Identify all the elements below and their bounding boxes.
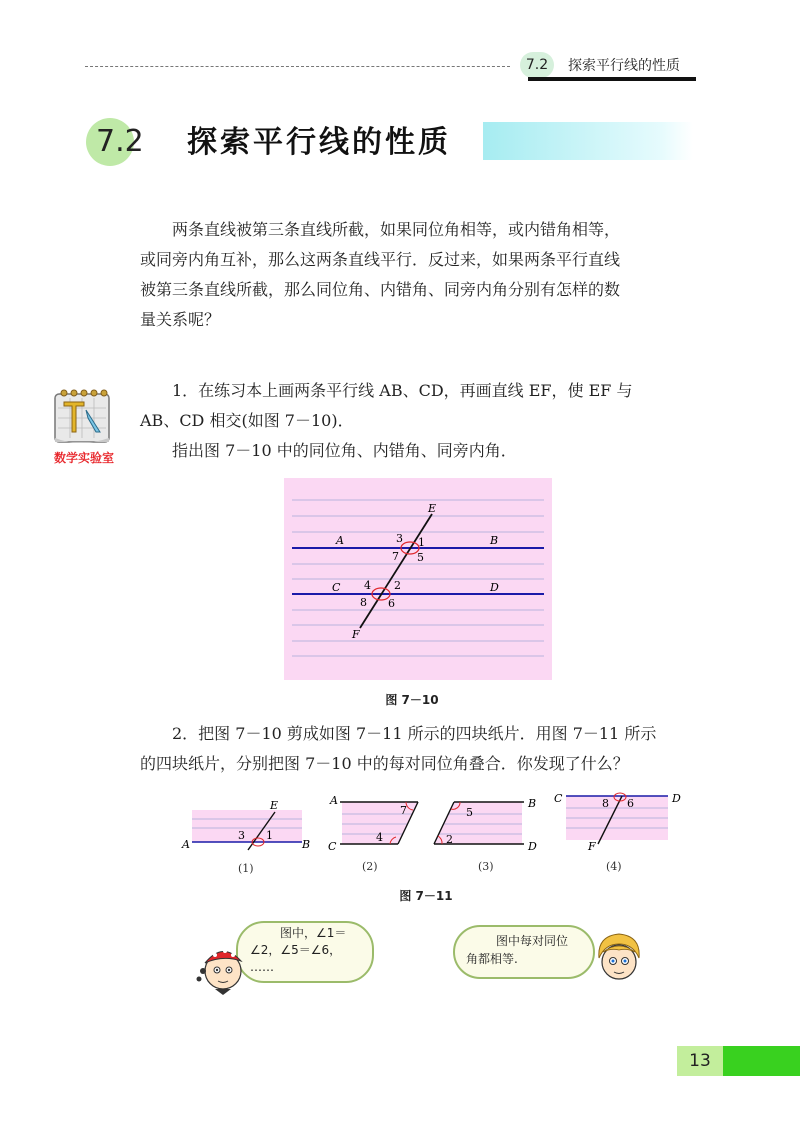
figure-7-11 bbox=[180, 790, 700, 880]
sub-caption-4: (4) bbox=[606, 860, 622, 873]
svg-text:2: 2 bbox=[394, 579, 401, 592]
piece-2 bbox=[328, 794, 418, 853]
figure-7-10-caption: 图 7－10 bbox=[385, 693, 439, 707]
svg-text:F: F bbox=[352, 628, 360, 641]
math-lab-icon bbox=[50, 388, 116, 448]
svg-text:1: 1 bbox=[266, 829, 273, 842]
task-2-line-2: 的四块纸片，分别把图 7－10 中的每对同位角叠合．你发现了什么？ bbox=[140, 754, 629, 773]
svg-text:8: 8 bbox=[602, 797, 609, 810]
svg-text:3: 3 bbox=[238, 829, 245, 842]
svg-text:4: 4 bbox=[376, 831, 383, 844]
sub-caption-1: (1) bbox=[238, 862, 254, 875]
svg-text:D: D bbox=[490, 581, 499, 594]
piece-1 bbox=[181, 799, 310, 851]
task-1-line-2: AB、CD 相交(如图 7－10)． bbox=[140, 411, 354, 430]
task-1-instruction bbox=[140, 436, 696, 466]
speech-bubble-left-text: 图中，∠1＝ ∠2，∠5＝∠6， …… bbox=[250, 926, 347, 974]
svg-text:D: D bbox=[528, 840, 537, 853]
svg-text:C: C bbox=[332, 581, 341, 594]
intro-line-4: 量关系呢？ bbox=[140, 310, 221, 329]
svg-text:5: 5 bbox=[466, 806, 473, 819]
svg-text:B: B bbox=[528, 797, 537, 810]
task-2-paragraph bbox=[140, 719, 696, 779]
piece-4 bbox=[554, 792, 681, 853]
svg-text:D: D bbox=[672, 792, 681, 805]
piece-3 bbox=[434, 797, 537, 853]
task-1-line-3: 指出图 7－10 中的同位角、内错角、同旁内角． bbox=[172, 441, 517, 460]
figure-7-11-caption: 图 7－11 bbox=[399, 889, 453, 903]
svg-text:E: E bbox=[428, 502, 437, 515]
svg-text:8: 8 bbox=[360, 596, 367, 609]
svg-text:7: 7 bbox=[392, 550, 399, 563]
svg-text:A: A bbox=[182, 838, 190, 851]
header-rule bbox=[85, 66, 510, 67]
speech-bubble-right-text: 图中每对同位 角都相等. bbox=[466, 934, 569, 966]
svg-text:2: 2 bbox=[446, 833, 453, 846]
svg-text:C: C bbox=[328, 840, 337, 853]
sub-caption-3: (3) bbox=[478, 860, 494, 873]
sub-caption-2: (2) bbox=[362, 860, 378, 873]
svg-text:3: 3 bbox=[396, 532, 403, 545]
student-avatar-right bbox=[593, 930, 645, 990]
section-title: 探索平行线的性质 bbox=[187, 125, 451, 160]
svg-text:B: B bbox=[302, 838, 311, 851]
intro-line-2: 或同旁内角互补，那么这两条直线平行．反过来，如果两条平行直线 bbox=[140, 250, 621, 269]
section-title-bar bbox=[483, 122, 693, 160]
svg-text:C: C bbox=[554, 792, 563, 805]
svg-text:4: 4 bbox=[364, 579, 371, 592]
svg-text:6: 6 bbox=[627, 797, 634, 810]
header-section-title: 探索平行线的性质 bbox=[568, 58, 680, 74]
svg-text:1: 1 bbox=[418, 536, 425, 549]
page-number-bar bbox=[723, 1046, 800, 1076]
intro-line-1: 两条直线被第三条直线所截，如果同位角相等，或内错角相等， bbox=[172, 220, 621, 239]
svg-text:7: 7 bbox=[400, 804, 407, 817]
figure-7-10 bbox=[284, 478, 552, 680]
svg-text:A: A bbox=[336, 534, 344, 547]
svg-text:B: B bbox=[490, 534, 499, 547]
svg-text:A: A bbox=[330, 794, 338, 807]
header-underline bbox=[528, 77, 696, 81]
svg-text:6: 6 bbox=[388, 597, 395, 610]
task-1-line-1: 1．在练习本上画两条平行线 AB、CD，再画直线 EF，使 EF 与 bbox=[172, 381, 633, 400]
intro-paragraph bbox=[140, 215, 696, 335]
math-lab-label: 数学实验室 bbox=[53, 451, 114, 465]
svg-text:E: E bbox=[270, 799, 279, 812]
page-number: 13 bbox=[689, 1051, 711, 1071]
student-avatar-left bbox=[193, 937, 248, 997]
section-number: 7.2 bbox=[96, 124, 144, 159]
task-1-paragraph bbox=[140, 376, 696, 436]
svg-text:5: 5 bbox=[417, 551, 424, 564]
svg-text:F: F bbox=[588, 840, 596, 853]
task-2-line-1: 2．把图 7－10 剪成如图 7－11 所示的四块纸片．用图 7－11 所示 bbox=[172, 724, 657, 743]
header-section-number: 7.2 bbox=[520, 52, 554, 78]
intro-line-3: 被第三条直线所截，那么同位角、内错角、同旁内角分别有怎样的数 bbox=[140, 280, 621, 299]
